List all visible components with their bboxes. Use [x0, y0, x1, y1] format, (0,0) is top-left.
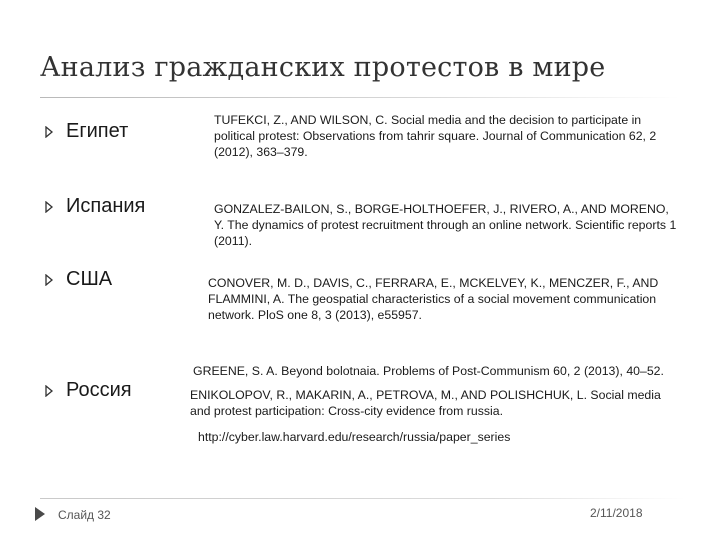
bullet-item-egypt: [44, 120, 128, 143]
triangle-right-icon: [44, 274, 54, 286]
bullet-label: США: [66, 268, 113, 290]
reference-gonzalez-bailon: GONZALEZ-BAILON, S., BORGE-HOLTHOEFER, J., RIVERO, A., AND MORENO, Y. The dynamics of protest recruitment through an online network. Scientific reports 1 (2011).: [214, 202, 677, 248]
bullet-label: Египет: [66, 120, 129, 142]
slide-title: Анализ гражданских протестов в мире: [40, 52, 606, 83]
bullet-label: Испания: [66, 195, 146, 217]
triangle-right-icon: [44, 385, 54, 397]
reference-tufekci: TUFEKCI, Z., AND WILSON, C. Social media and the decision to participate in political protest: Observations from tahrir square. Journal of Communication 62, 2 (2012), 363–379.: [214, 113, 657, 159]
triangle-right-icon: [44, 126, 54, 138]
slide-number: Слайд 32: [58, 508, 111, 522]
bullet-item-spain: [44, 195, 145, 218]
reference-conover: CONOVER, M. D., DAVIS, C., FERRARA, E., MCKELVEY, K., MENCZER, F., AND FLAMMINI, A. The geospatial characteristics of a social movement communication network. PloS one 8, 3 (2013), e55957.: [208, 276, 659, 322]
title-divider: [40, 97, 680, 98]
triangle-right-icon: [34, 506, 46, 522]
bullet-item-russia: [44, 379, 132, 402]
slide-date: 2/11/2018: [590, 506, 643, 520]
bullet-label: Россия: [66, 379, 132, 401]
reference-url[interactable]: http://cyber.law.harvard.edu/research/russia/paper_series: [198, 430, 511, 444]
triangle-right-icon: [44, 201, 54, 213]
bullet-item-usa: [44, 268, 112, 291]
reference-enikolopov: ENIKOLOPOV, R., MAKARIN, A., PETROVA, M., AND POLISHCHUK, L. Social media and protest participation: Cross-city evidence from russia.: [190, 388, 661, 418]
reference-greene: GREENE, S. A. Beyond bolotnaia. Problems of Post-Communism 60, 2 (2013), 40–52.: [193, 364, 664, 378]
footer-divider: [40, 498, 685, 499]
